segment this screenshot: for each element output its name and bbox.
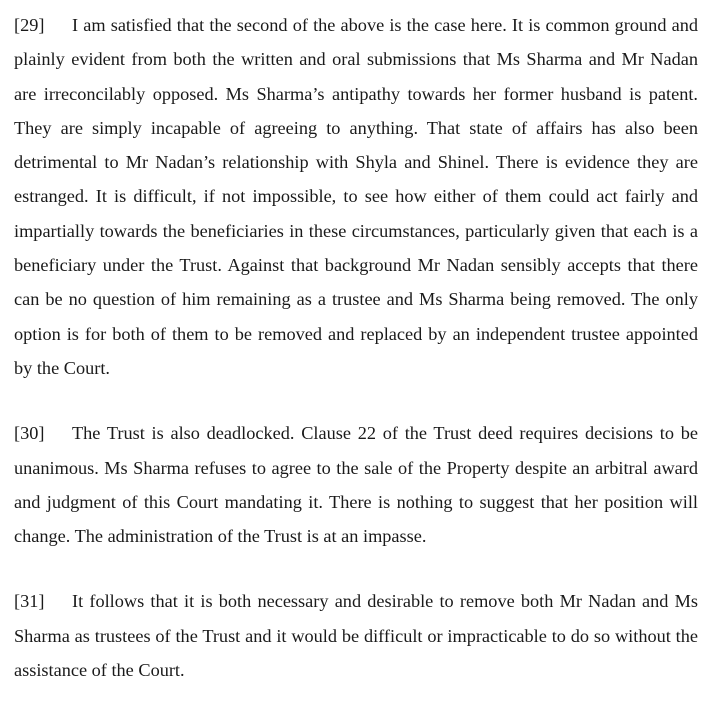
paragraph-text: I am satisfied that the second of the above is the case here. It is common ground and plainly evident from both the written and oral submissions that Ms Sharma and Mr Nadan are irreconcilably opposed. Ms Sharma’s antipathy towards her former husband is patent. They are simply incapable of agreeing to anything. That state of affairs has also been detrimental to Mr Nadan’s relationship with Shyla and Shinel. There is evidence they are estranged. It is difficult, if not impossible, to see how either of them could act fairly and impartially towards the beneficiaries in these circumstances, particularly given that each is a beneficiary under the Trust. Against that background Mr Nadan sensibly accepts that there can be no question of him remaining as a trustee and Ms Sharma being removed. The only option is for both of them to be removed and replaced by an independent trustee appointed by the Court. — [14, 15, 698, 378]
paragraph-30 — [14, 416, 698, 553]
paragraph-number: [31] — [14, 591, 45, 612]
paragraph-number: [29] — [14, 15, 45, 35]
paragraph-31 — [14, 584, 698, 687]
paragraph-29 — [14, 8, 698, 385]
paragraph-text: The Trust is also deadlocked. Clause 22 of the Trust deed requires decisions to be unanimous. Ms Sharma refuses to agree to the sale of the Property despite an arbitral award and judgment of this Court mandating it. There is nothing to suggest that her position will change. The administration of the Trust is at an impasse. — [14, 423, 698, 547]
paragraph-number: [30] — [14, 423, 45, 444]
paragraph-text: It follows that it is both necessary and desirable to remove both Mr Nadan and Ms Sharma as trustees of the Trust and it would be difficult or impracticable to do so without the assistance of the Court. — [14, 591, 698, 681]
judgment-text — [14, 8, 698, 687]
